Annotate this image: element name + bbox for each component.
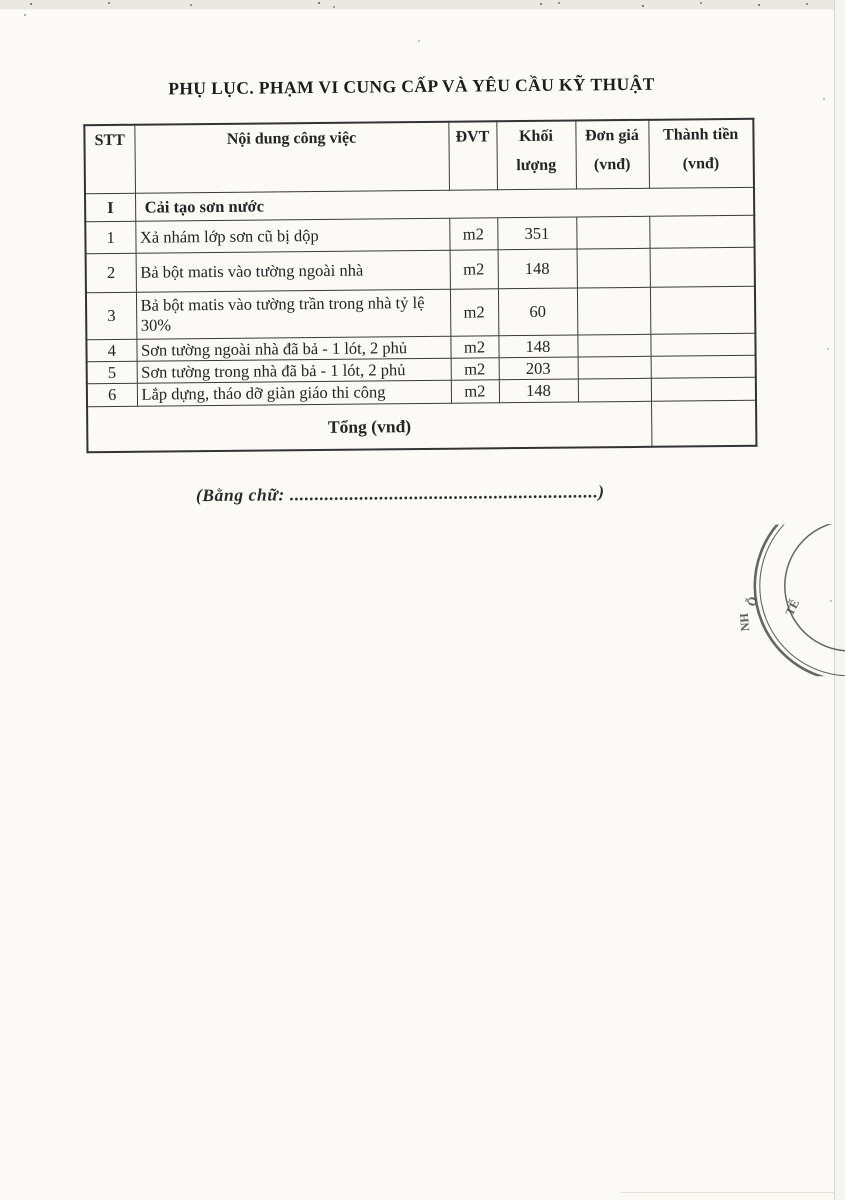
table-row — [86, 286, 755, 339]
cell-content: Xả nhám lớp sơn cũ bị dộp — [135, 218, 449, 253]
stamp-text-fragment: Ỗ — [744, 595, 761, 608]
cell-content: Bả bột matis vào tường ngoài nhà — [136, 250, 450, 292]
stamp-text-fragment: NH — [736, 612, 753, 632]
total-amount-cell — [651, 400, 756, 447]
col-header-total: Thành tiền (vnđ) — [648, 119, 754, 189]
cell-no: 2 — [86, 253, 136, 292]
page-title: PHỤ LỤC. PHẠM VI CUNG CẤP VÀ YÊU CẦU KỸ THUẬT — [168, 73, 655, 99]
cell-total — [651, 355, 756, 378]
cell-unit-price — [577, 248, 650, 288]
col-header-quantity: Khối lượng — [496, 121, 576, 190]
col-header-stt: STT — [84, 125, 135, 194]
cell-content: Bả bột matis vào tường trần trong nhà tỷ lệ 30% — [136, 289, 450, 339]
cell-total — [650, 286, 755, 334]
total-label: Tổng (vnđ) — [87, 401, 651, 452]
cell-unit-price — [577, 287, 650, 335]
col-header-content: Nội dung công việc — [134, 122, 449, 194]
table-header-row — [84, 119, 754, 194]
cell-no: 4 — [86, 339, 136, 361]
amount-in-words: (Bằng chữ: ..............................................................) — [195, 481, 605, 506]
cell-unit-price — [577, 334, 650, 357]
total-row — [87, 400, 756, 452]
cell-total — [650, 333, 755, 356]
cell-no: 6 — [87, 383, 137, 406]
cell-unit: m2 — [450, 336, 498, 358]
cell-unit: m2 — [449, 218, 497, 250]
cell-no: 1 — [85, 221, 135, 253]
cell-total — [650, 247, 755, 287]
cell-total — [649, 215, 754, 248]
col-header-unit: ĐVT — [448, 121, 497, 190]
cell-quantity: 148 — [498, 249, 577, 289]
cell-unit-price — [578, 356, 651, 379]
section-number: I — [85, 193, 135, 221]
cell-quantity: 148 — [499, 379, 578, 403]
cell-unit-price — [576, 216, 649, 249]
cell-unit: m2 — [451, 380, 499, 403]
cell-no: 5 — [87, 361, 137, 383]
cell-unit: m2 — [451, 358, 499, 380]
stamp-rings — [754, 524, 845, 677]
cell-total — [651, 377, 756, 401]
cell-content: Sơn tường trong nhà đã bả - 1 lót, 2 phủ — [137, 358, 451, 383]
cell-quantity: 203 — [499, 357, 578, 380]
stamp-text-fragment: TẾ — [782, 597, 803, 618]
cell-unit: m2 — [450, 289, 498, 336]
cell-unit: m2 — [450, 250, 498, 289]
section-label: Cải tạo sơn nước — [135, 187, 754, 221]
table-row — [86, 247, 755, 292]
scope-of-supply-table — [83, 118, 757, 453]
cell-content: Lắp dựng, tháo dỡ giàn giáo thi công — [137, 380, 451, 406]
cell-quantity: 148 — [498, 335, 577, 358]
cell-unit-price — [578, 378, 651, 402]
partial-stamp — [710, 524, 845, 677]
cell-no: 3 — [86, 292, 136, 339]
col-header-unit-price: Đơn giá (vnđ) — [575, 120, 649, 189]
table-header — [84, 119, 754, 194]
cell-content: Sơn tường ngoài nhà đã bả - 1 lót, 2 phủ — [136, 336, 450, 361]
cell-quantity: 351 — [497, 217, 576, 250]
cell-quantity: 60 — [498, 288, 577, 336]
table-body — [85, 187, 756, 452]
